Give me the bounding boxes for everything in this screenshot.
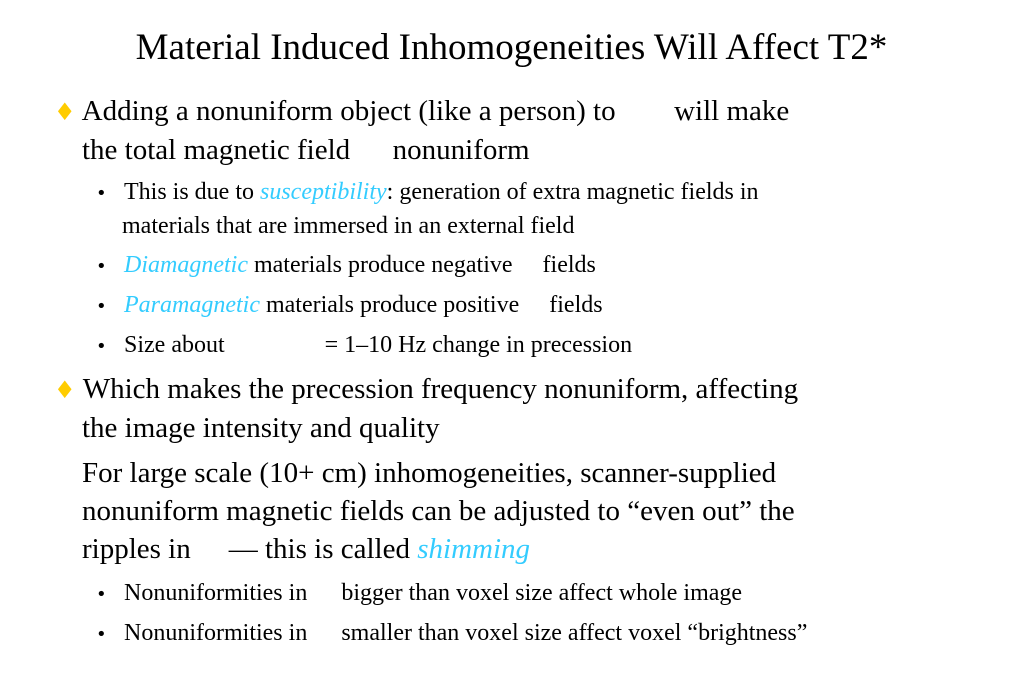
- sub5-b: bigger than voxel size affect whole image: [341, 580, 743, 606]
- para-line2: nonuniform magnetic fields can be adjusted to “even out” the: [82, 495, 795, 527]
- shimming-paragraph: [82, 454, 982, 568]
- bullet-2-line2: the image intensity and quality: [82, 412, 440, 444]
- sub-bullet-size: [96, 329, 996, 363]
- diamond-bullet-icon: ♦: [54, 376, 76, 404]
- dot-bullet-icon: •: [96, 624, 107, 645]
- sub4-a: Size about: [124, 332, 225, 358]
- diamond-bullet-icon: ♦: [54, 98, 76, 126]
- sub2-rest-a: materials produce negative: [247, 252, 513, 278]
- susceptibility-term: susceptibility: [260, 179, 387, 205]
- shimming-term: shimming: [417, 533, 531, 565]
- dot-bullet-icon: •: [96, 183, 107, 204]
- diamagnetic-term: Diamagnetic: [124, 252, 248, 278]
- bullet-1-line1-b: will make: [674, 95, 790, 127]
- slide-title: Material Induced Inhomogeneities Will Affect T2*: [135, 27, 888, 68]
- sub-bullet-smaller: [96, 617, 996, 651]
- dot-bullet-icon: •: [96, 584, 107, 605]
- para-line1: For large scale (10+ cm) inhomogeneities, scanner-supplied: [82, 457, 777, 489]
- paramagnetic-term: Paramagnetic: [124, 292, 260, 318]
- sub3-rest-b: fields: [549, 292, 603, 318]
- bullet-1: [54, 92, 994, 169]
- bullet-1-line2-b: nonuniform: [392, 134, 530, 166]
- bullet-1-line2-a: the total magnetic field: [82, 134, 351, 166]
- para-line3-a: ripples in: [82, 533, 191, 565]
- sub2-rest-b: fields: [542, 252, 596, 278]
- bullet-2-line1: Which makes the precession frequency nonuniform, affecting: [82, 373, 799, 405]
- sub-bullet-diamagnetic: [96, 249, 996, 283]
- sub6-a: Nonuniformities in: [124, 620, 308, 646]
- para-line3-b: — this is called: [228, 533, 418, 565]
- sub4-b: = 1–10 Hz change in precession: [324, 332, 633, 358]
- sub1-prefix: This is due to: [124, 179, 260, 205]
- sub-bullet-paramagnetic: [96, 289, 996, 323]
- sub1-line2: materials that are immersed in an external field: [122, 213, 575, 239]
- sub5-a: Nonuniformities in: [124, 580, 308, 606]
- bullet-2: [54, 370, 994, 447]
- dot-bullet-icon: •: [96, 296, 107, 317]
- bullet-1-line1-a: Adding a nonuniform object (like a person) to: [81, 95, 616, 127]
- dot-bullet-icon: •: [96, 256, 107, 277]
- sub3-rest-a: materials produce positive: [259, 292, 520, 318]
- dot-bullet-icon: •: [96, 336, 107, 357]
- sub-bullet-bigger: [96, 577, 996, 611]
- sub-bullet-susceptibility: [96, 176, 996, 242]
- sub6-b: smaller than voxel size affect voxel “brightness”: [341, 620, 808, 646]
- sub1-rest: : generation of extra magnetic fields in: [386, 179, 759, 205]
